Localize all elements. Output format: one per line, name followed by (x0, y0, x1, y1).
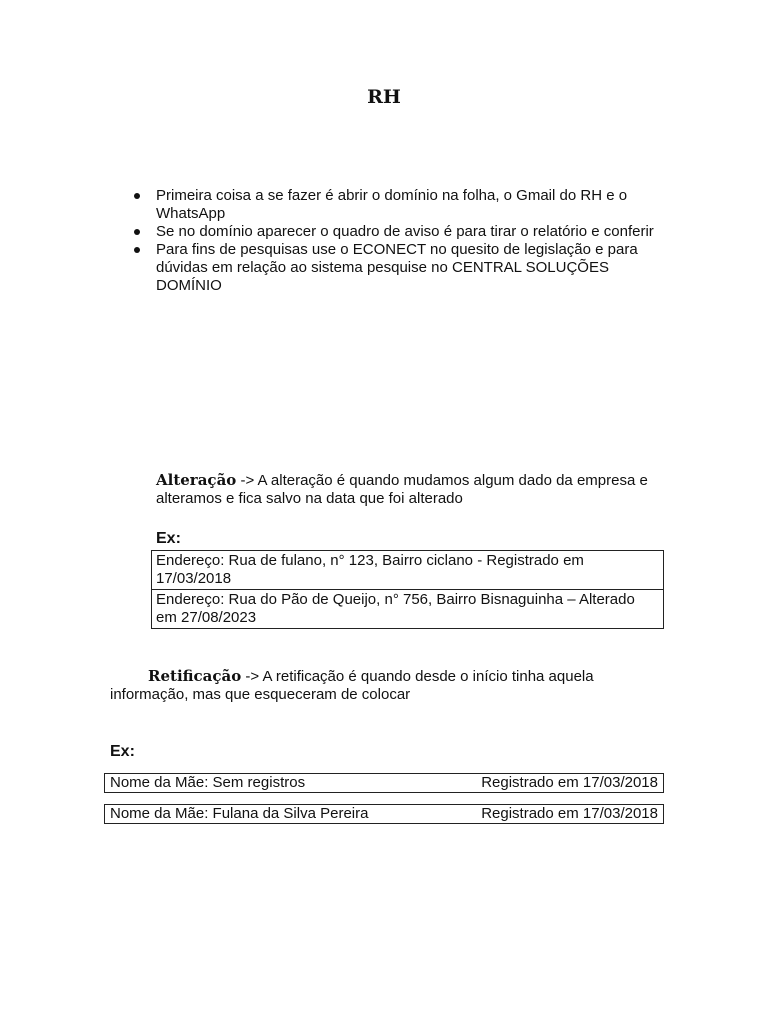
alteracao-term: Alteração (156, 471, 237, 489)
mother-name-cell: Nome da Mãe: Sem registros (110, 774, 306, 791)
registered-date-cell: Registrado em 17/03/2018 (481, 805, 658, 822)
table-row (104, 804, 664, 824)
list-item: Para fins de pesquisas use o ECONECT no quesito de legislação e para dúvidas em relação ao sistema pesquise no CENTRAL SOLUÇÕES DOMÍNIO (156, 241, 666, 295)
registered-date-cell: Registrado em 17/03/2018 (481, 774, 658, 791)
retificacao-example-label: Ex: (110, 743, 135, 760)
retificacao-text: -> A retificação é quando desde o início tinha aquela informação, mas que esqueceram de colocar (110, 668, 594, 703)
list-item: Se no domínio aparecer o quadro de aviso é para tirar o relatório e conferir (156, 223, 666, 241)
alteracao-example-label: Ex: (156, 530, 181, 547)
bullet-list (156, 187, 666, 295)
alteracao-example-table (151, 550, 664, 629)
table-row: Endereço: Rua do Pão de Queijo, n° 756, Bairro Bisnaguinha – Alterado em 27/08/2023 (152, 589, 663, 628)
alteracao-text: -> A alteração é quando mudamos algum dado da empresa e alteramos e fica salvo na data que foi alterado (156, 472, 648, 507)
page-title: RH (367, 86, 401, 108)
table-row: Endereço: Rua de fulano, n° 123, Bairro ciclano - Registrado em 17/03/2018 (156, 552, 584, 587)
retificacao-term: Retificação (148, 667, 242, 685)
alteracao-definition (156, 471, 666, 508)
list-item: Primeira coisa a se fazer é abrir o domínio na folha, o Gmail do RH e o WhatsApp (156, 187, 666, 223)
table-row (104, 773, 664, 793)
retificacao-definition (110, 667, 666, 704)
mother-name-cell: Nome da Mãe: Fulana da Silva Pereira (110, 805, 369, 822)
